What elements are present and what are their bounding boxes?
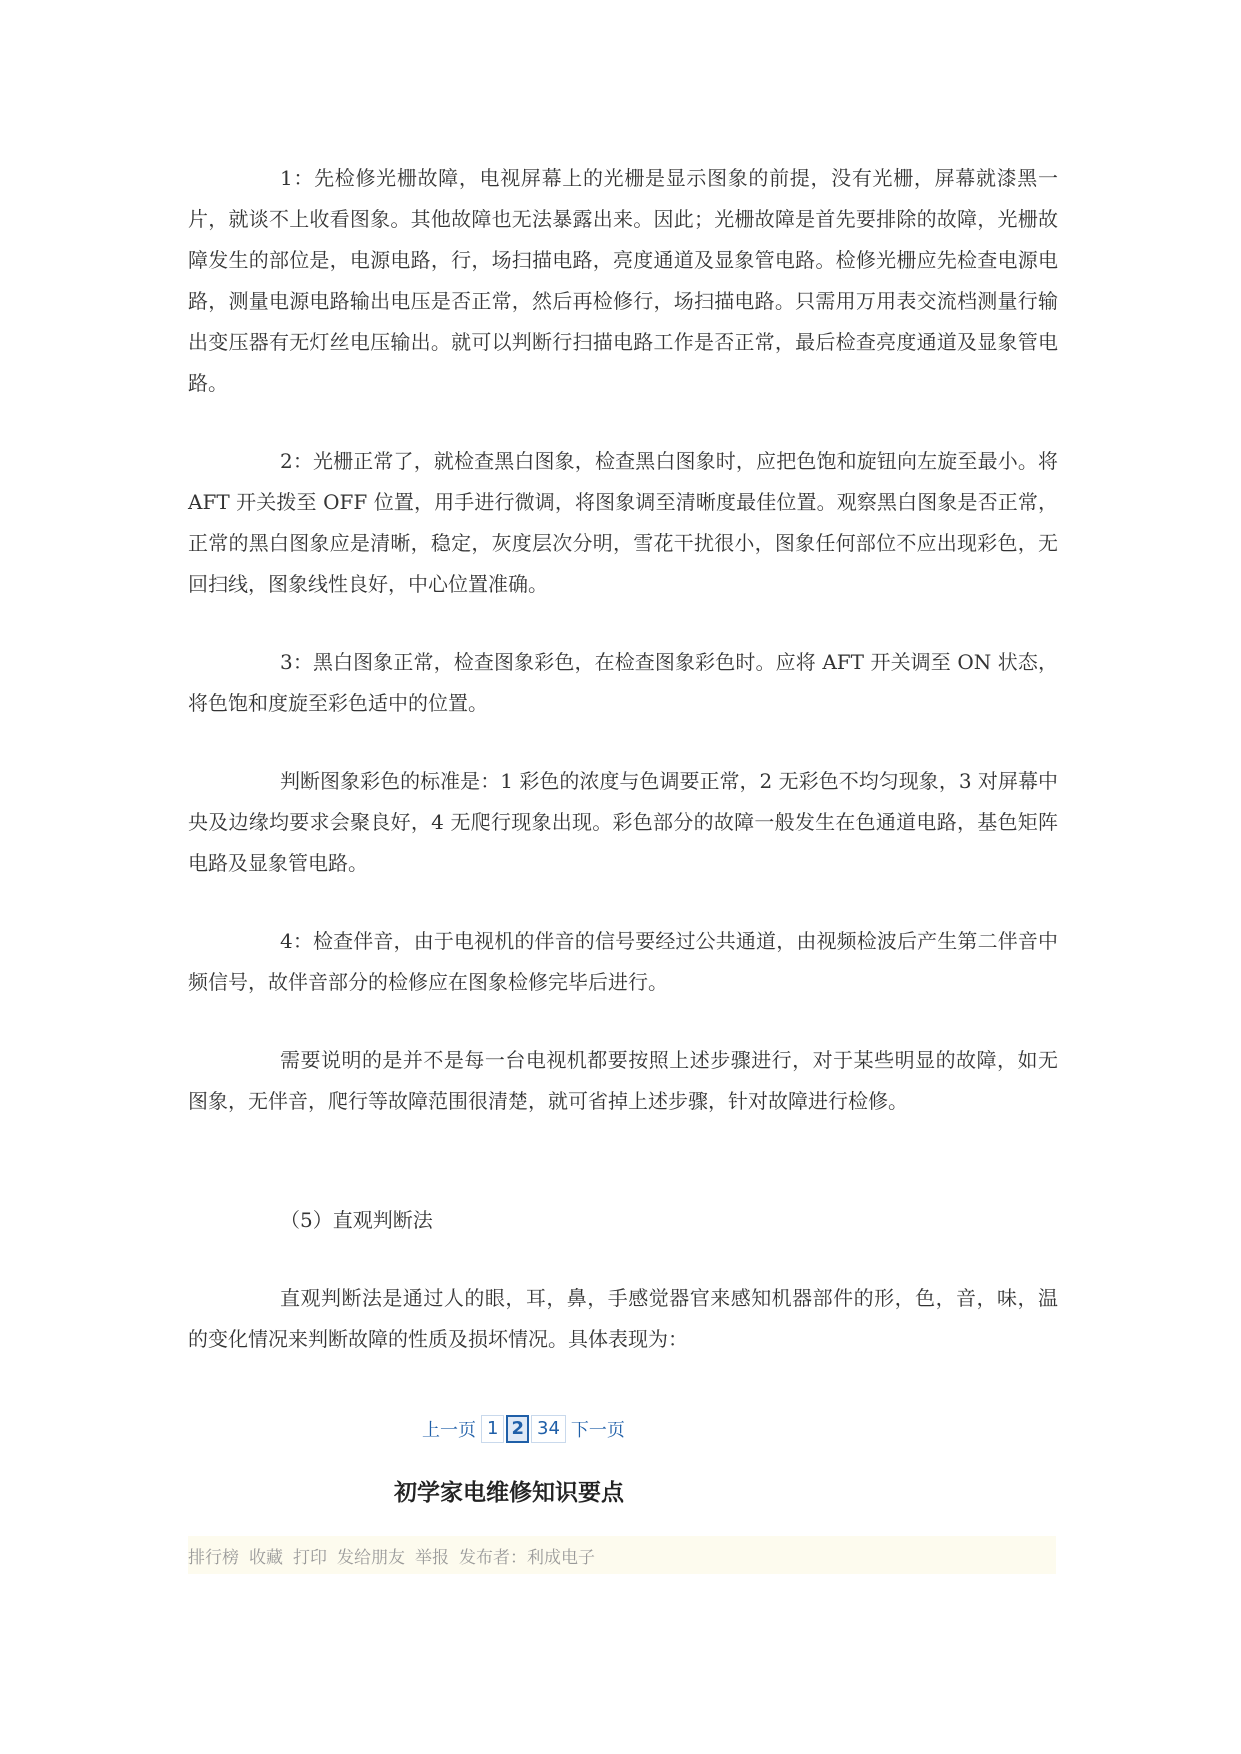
- publisher-label: 发布者：: [459, 1547, 527, 1568]
- article-toolbar: [188, 1536, 1056, 1574]
- publisher-name[interactable]: 利成电子: [527, 1547, 595, 1568]
- paragraph-3: 3：黑白图象正常，检查图象彩色，在检查图象彩色时。应将 AFT 开关调至 ON 状态，将色饱和度旋至彩色适中的位置。: [188, 650, 1058, 715]
- next-page-link[interactable]: 下一页: [570, 1420, 625, 1441]
- paragraph-6: 需要说明的是并不是每一台电视机都要按照上述步骤进行，对于某些明显的故障，如无图象，无伴音，爬行等故障范围很清楚，就可省掉上述步骤，针对故障进行检修。: [188, 1048, 1058, 1113]
- favorite-link[interactable]: 收藏: [249, 1547, 283, 1568]
- prev-page-link[interactable]: 上一页: [422, 1420, 476, 1441]
- paragraph-4: 判断图象彩色的标准是：1 彩色的浓度与色调要正常，2 无彩色不均匀现象，3 对屏幕中央及边缘均要求会聚良好，4 无爬行现象出现。彩色部分的故障一般发生在色通道电路，基色矩阵电路及显象管电路。: [188, 769, 1058, 875]
- report-link[interactable]: 举报: [415, 1547, 449, 1568]
- page-link-4[interactable]: 4: [548, 1415, 565, 1443]
- page-link-1[interactable]: 1: [481, 1415, 504, 1443]
- section-heading: （5）直观判断法: [280, 1208, 433, 1232]
- article-body: [188, 158, 1058, 1360]
- ranking-link[interactable]: 排行榜: [188, 1547, 239, 1568]
- paragraph-5: 4：检查伴音，由于电视机的伴音的信号要经过公共通道，由视频检波后产生第二伴音中频信号，故伴音部分的检修应在图象检修完毕后进行。: [188, 929, 1058, 994]
- article-title: 初学家电维修知识要点: [394, 1479, 624, 1506]
- page-link-2-current[interactable]: 2: [506, 1415, 529, 1443]
- section-paragraph: 直观判断法是通过人的眼，耳，鼻，手感觉器官来感知机器部件的形，色，音，味，温的变化情况来判断故障的性质及损坏情况。具体表现为：: [188, 1286, 1058, 1351]
- page-link-3[interactable]: 3: [531, 1415, 548, 1443]
- paragraph-1: 1：先检修光栅故障，电视屏幕上的光栅是显示图象的前提，没有光栅，屏幕就漆黑一片，就谈不上收看图象。其他故障也无法暴露出来。因此；光栅故障是首先要排除的故障，光栅故障发生的部位是，电源电路，行，场扫描电路，亮度通道及显象管电路。检修光栅应先检查电源电路，测量电源电路输出电压是否正常，然后再检修行，场扫描电路。只需用万用表交流档测量行输出变压器有无灯丝电压输出。就可以判断行扫描电路工作是否正常，最后检查亮度通道及显象管电路。: [188, 166, 1058, 395]
- send-to-friend-link[interactable]: 发给朋友: [337, 1547, 405, 1568]
- paragraph-2: 2：光栅正常了，就检查黑白图象，检查黑白图象时，应把色饱和旋钮向左旋至最小。将 AFT 开关拨至 OFF 位置，用手进行微调，将图象调至清晰度最佳位置。观察黑白图象是否正常，正常的黑白图象应是清晰，稳定，灰度层次分明，雪花干扰很小，图象任何部位不应出现彩色，无回扫线，图象线性良好，中心位置准确。: [188, 449, 1058, 596]
- pagination: [418, 1414, 629, 1444]
- print-link[interactable]: 打印: [293, 1547, 327, 1568]
